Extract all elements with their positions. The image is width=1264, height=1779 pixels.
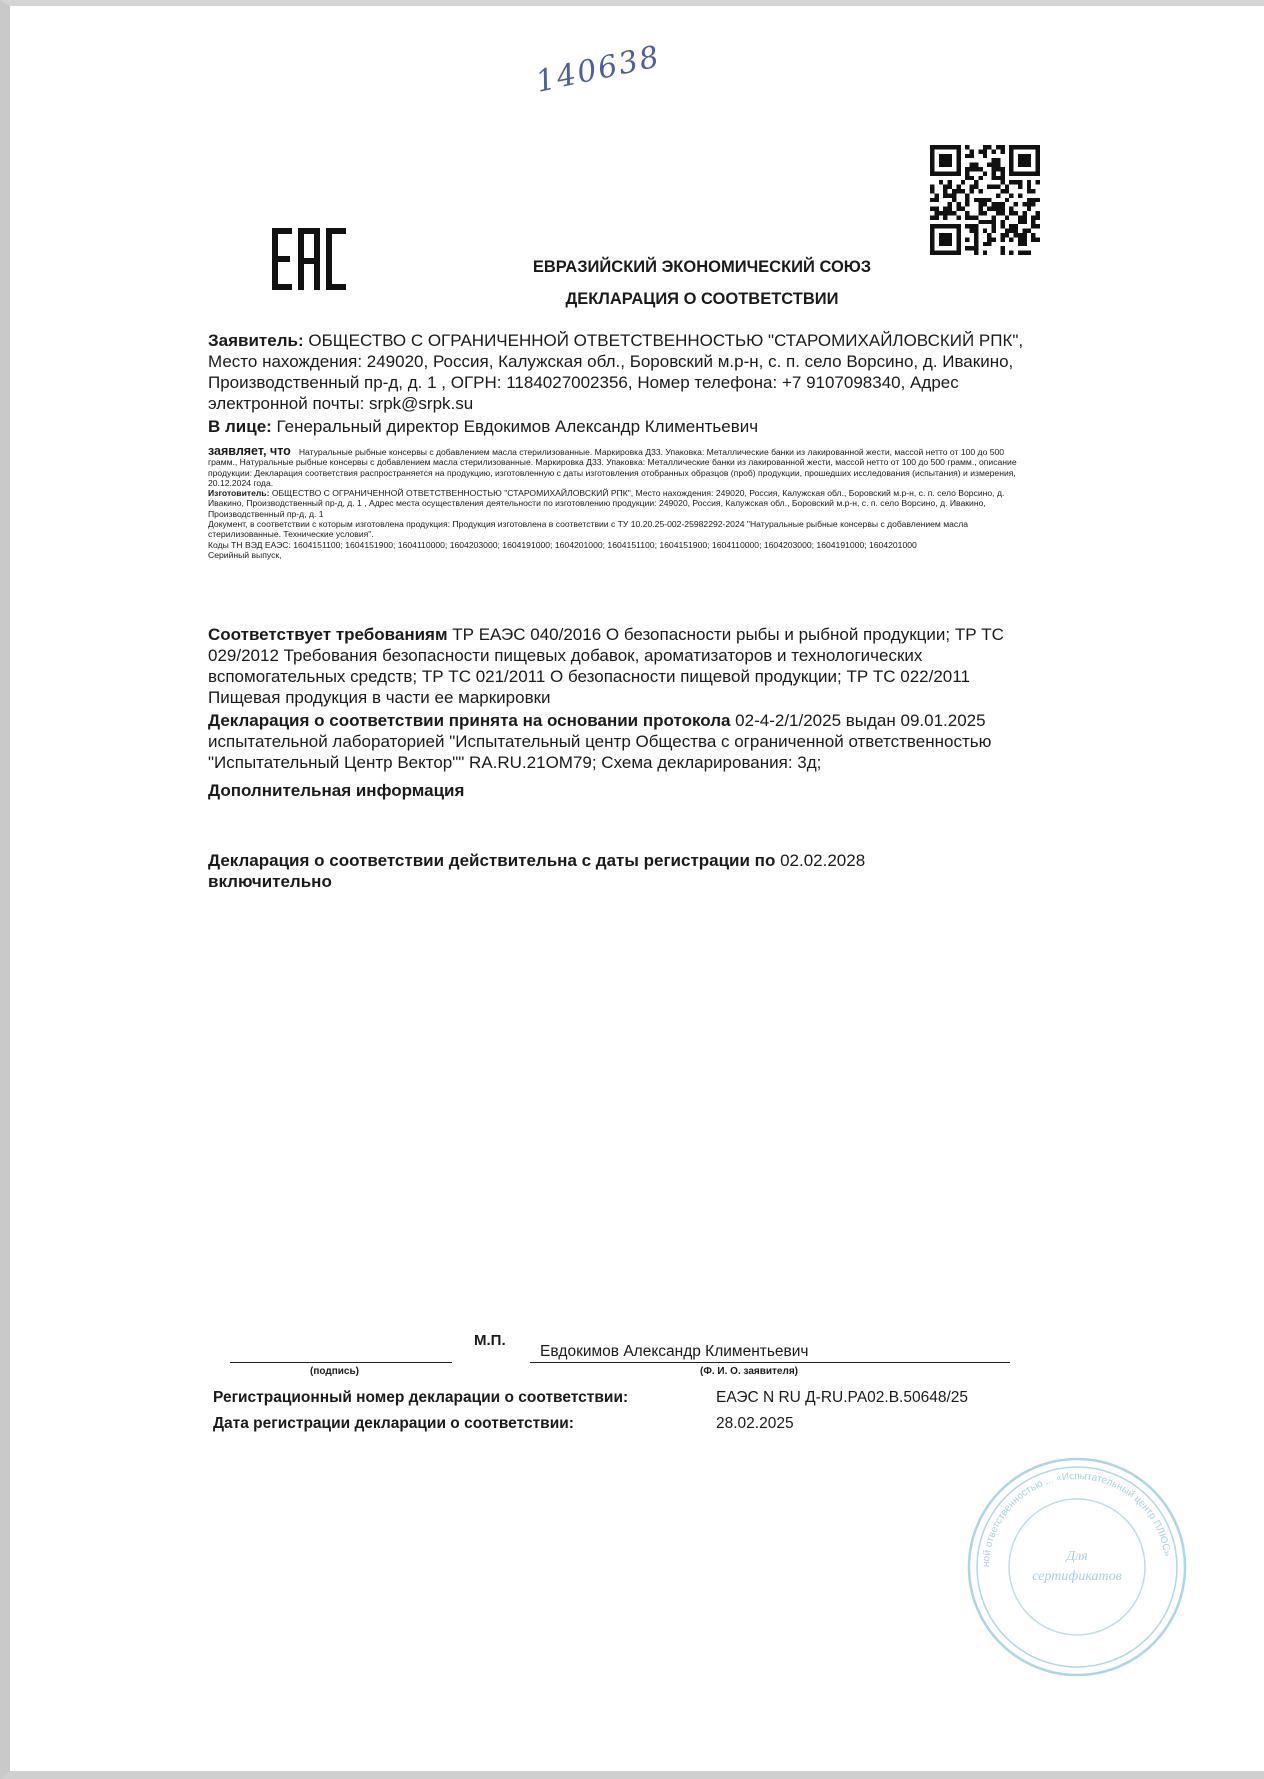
additional-info <box>208 780 1028 801</box>
qr-code-icon <box>930 145 1040 255</box>
applicant-name: Евдокимов Александр Климентьевич <box>540 1343 809 1360</box>
representative-text: Генеральный директор Евдокимов Александр Климентьевич <box>271 417 759 436</box>
handwritten-note: 140638 <box>532 39 664 100</box>
name-caption: (Ф. И. О. заявителя) <box>700 1366 799 1377</box>
stamp-center-line2: сертификатов <box>1032 1569 1122 1584</box>
applicant-block <box>208 330 1028 414</box>
declares-label: заявляет, что <box>208 444 291 458</box>
signature-caption: (подпись) <box>310 1366 359 1377</box>
declares-text: Натуральные рыбные консервы с добавлением масла стерилизованные. Маркировка Д33. Упаковка: Металлические банки из лакированной жести, массой нетто от 100 до 500 грамм., Натуральные рыбные консервы с добавлением масла стерилизованные. Маркировка Д33. Упаковка: Металлические банки из лакированной жести, массой нетто от 100 до 500 грамм., описание продукции: Декларация соответствия распространяется на продукцию, изготовленную с даты изготовления отобранных образцов (проб) продукции, прошедших исследования (испытания) и измерения, 20.12.2024 года. <box>208 447 1017 488</box>
document-title: ДЕКЛАРАЦИЯ О СООТВЕТСТВИИ <box>565 290 839 308</box>
conformity-block <box>208 624 1028 708</box>
registration-number-label: Регистрационный номер декларации о соответствии: <box>213 1389 629 1406</box>
stamp-center-line1: Для <box>1066 1549 1088 1564</box>
union-heading: ЕВРАЗИЙСКИЙ ЭКОНОМИЧЕСКИЙ СОЮЗ <box>532 258 872 276</box>
basis-label: Декларация о соответствии принята на основании протокола <box>208 711 731 730</box>
additional-label: Дополнительная информация <box>208 781 465 800</box>
manufacturer-label: Изготовитель: <box>208 488 270 499</box>
document-text: Документ, в соответствии с которым изготовлена продукция: Продукция изготовлена в соответствии с ТУ 10.20.25-002-25982292-2024 "Натуральные рыбные консервы с добавлением масла стерилизованные. Технические условия". <box>208 519 968 540</box>
conformity-text: ТР ЕАЭС 040/2016 О безопасности рыбы и рыбной продукции; ТР ТС 029/2012 Требования безопасности пищевых добавок, ароматизаторов и технологических вспомогательных средств; ТР ТС 021/2011 О безопасности пищевой продукции; ТР ТС 022/2011 Пищевая продукция в части ее маркировки <box>208 625 1004 707</box>
manufacturer-text: ОБЩЕСТВО С ОГРАНИЧЕННОЙ ОТВЕТСТВЕННОСТЬЮ "СТАРОМИХАЙЛОВСКИЙ РПК", Место нахождения: 249020, Россия, Калужская обл., Боровский м.р-н, с. п. село Ворсино, д. Ивакино, Производственный пр-д, д. 1 , Адрес места осуществления деятельности по изготовлению продукции: 249020, Россия, Калужская обл., Боровский м.р-н, с. п. село Ворсино, д. Ивакино, Производственный пр-д, д. 1 <box>208 488 1005 519</box>
stamp-ring-text: ной ответственностью ... «Испытательный центр ПЛЮС» <box>980 1470 1173 1568</box>
name-line <box>530 1362 1010 1363</box>
representative-block <box>208 416 1028 437</box>
basis-text: 02-4-2/1/2025 выдан 09.01.2025 испытательной лабораторией "Испытательный центр Общества с ограниченной ответственностью "Испытательный Центр Вектор"" RA.RU.21ОМ79; Схема декларирования: 3д; <box>208 711 992 772</box>
round-stamp <box>962 1452 1192 1682</box>
stamp-place-label: М.П. <box>474 1332 506 1349</box>
serial-text: Серийный выпуск, <box>208 549 282 560</box>
applicant-text: ОБЩЕСТВО С ОГРАНИЧЕННОЙ ОТВЕТСТВЕННОСТЬЮ "СТАРОМИХАЙЛОВСКИЙ РПК", Место нахождения: 249020, Россия, Калужская обл., Боровский м.р-н, с. п. село Ворсино, д. Ивакино, Производственный пр-д, д. 1 , ОГРН: 1184027002356, Номер телефона: +7 9107098340, Адрес электронной почты: srpk@srpk.su <box>208 331 1024 413</box>
registration-date-label: Дата регистрации декларации о соответствии: <box>213 1415 574 1432</box>
validity-label: Декларация о соответствии действительна с даты регистрации по <box>208 851 776 870</box>
registration-date: 28.02.2025 <box>716 1415 794 1432</box>
validity-block <box>208 850 1028 892</box>
registration-number: ЕАЭС N RU Д-RU.РА02.В.50648/25 <box>716 1389 969 1406</box>
validity-date: 02.02.2028 <box>775 851 866 870</box>
conformity-label: Соответствует требованиям <box>208 625 448 644</box>
basis-block <box>208 710 1028 773</box>
applicant-label: Заявитель: <box>208 331 304 350</box>
codes-text: Коды ТН ВЭД ЕАЭС: 1604151100; 1604151900; 1604110000; 1604203000; 1604191000; 1604201000; 1604151100; 1604151900; 1604110000; 1604203000; 1604191000; 1604201000 <box>208 539 917 550</box>
signature-line <box>230 1362 452 1363</box>
representative-label: В лице: <box>208 417 272 436</box>
declares-block <box>208 446 1020 560</box>
validity-label-2: включительно <box>208 872 332 891</box>
